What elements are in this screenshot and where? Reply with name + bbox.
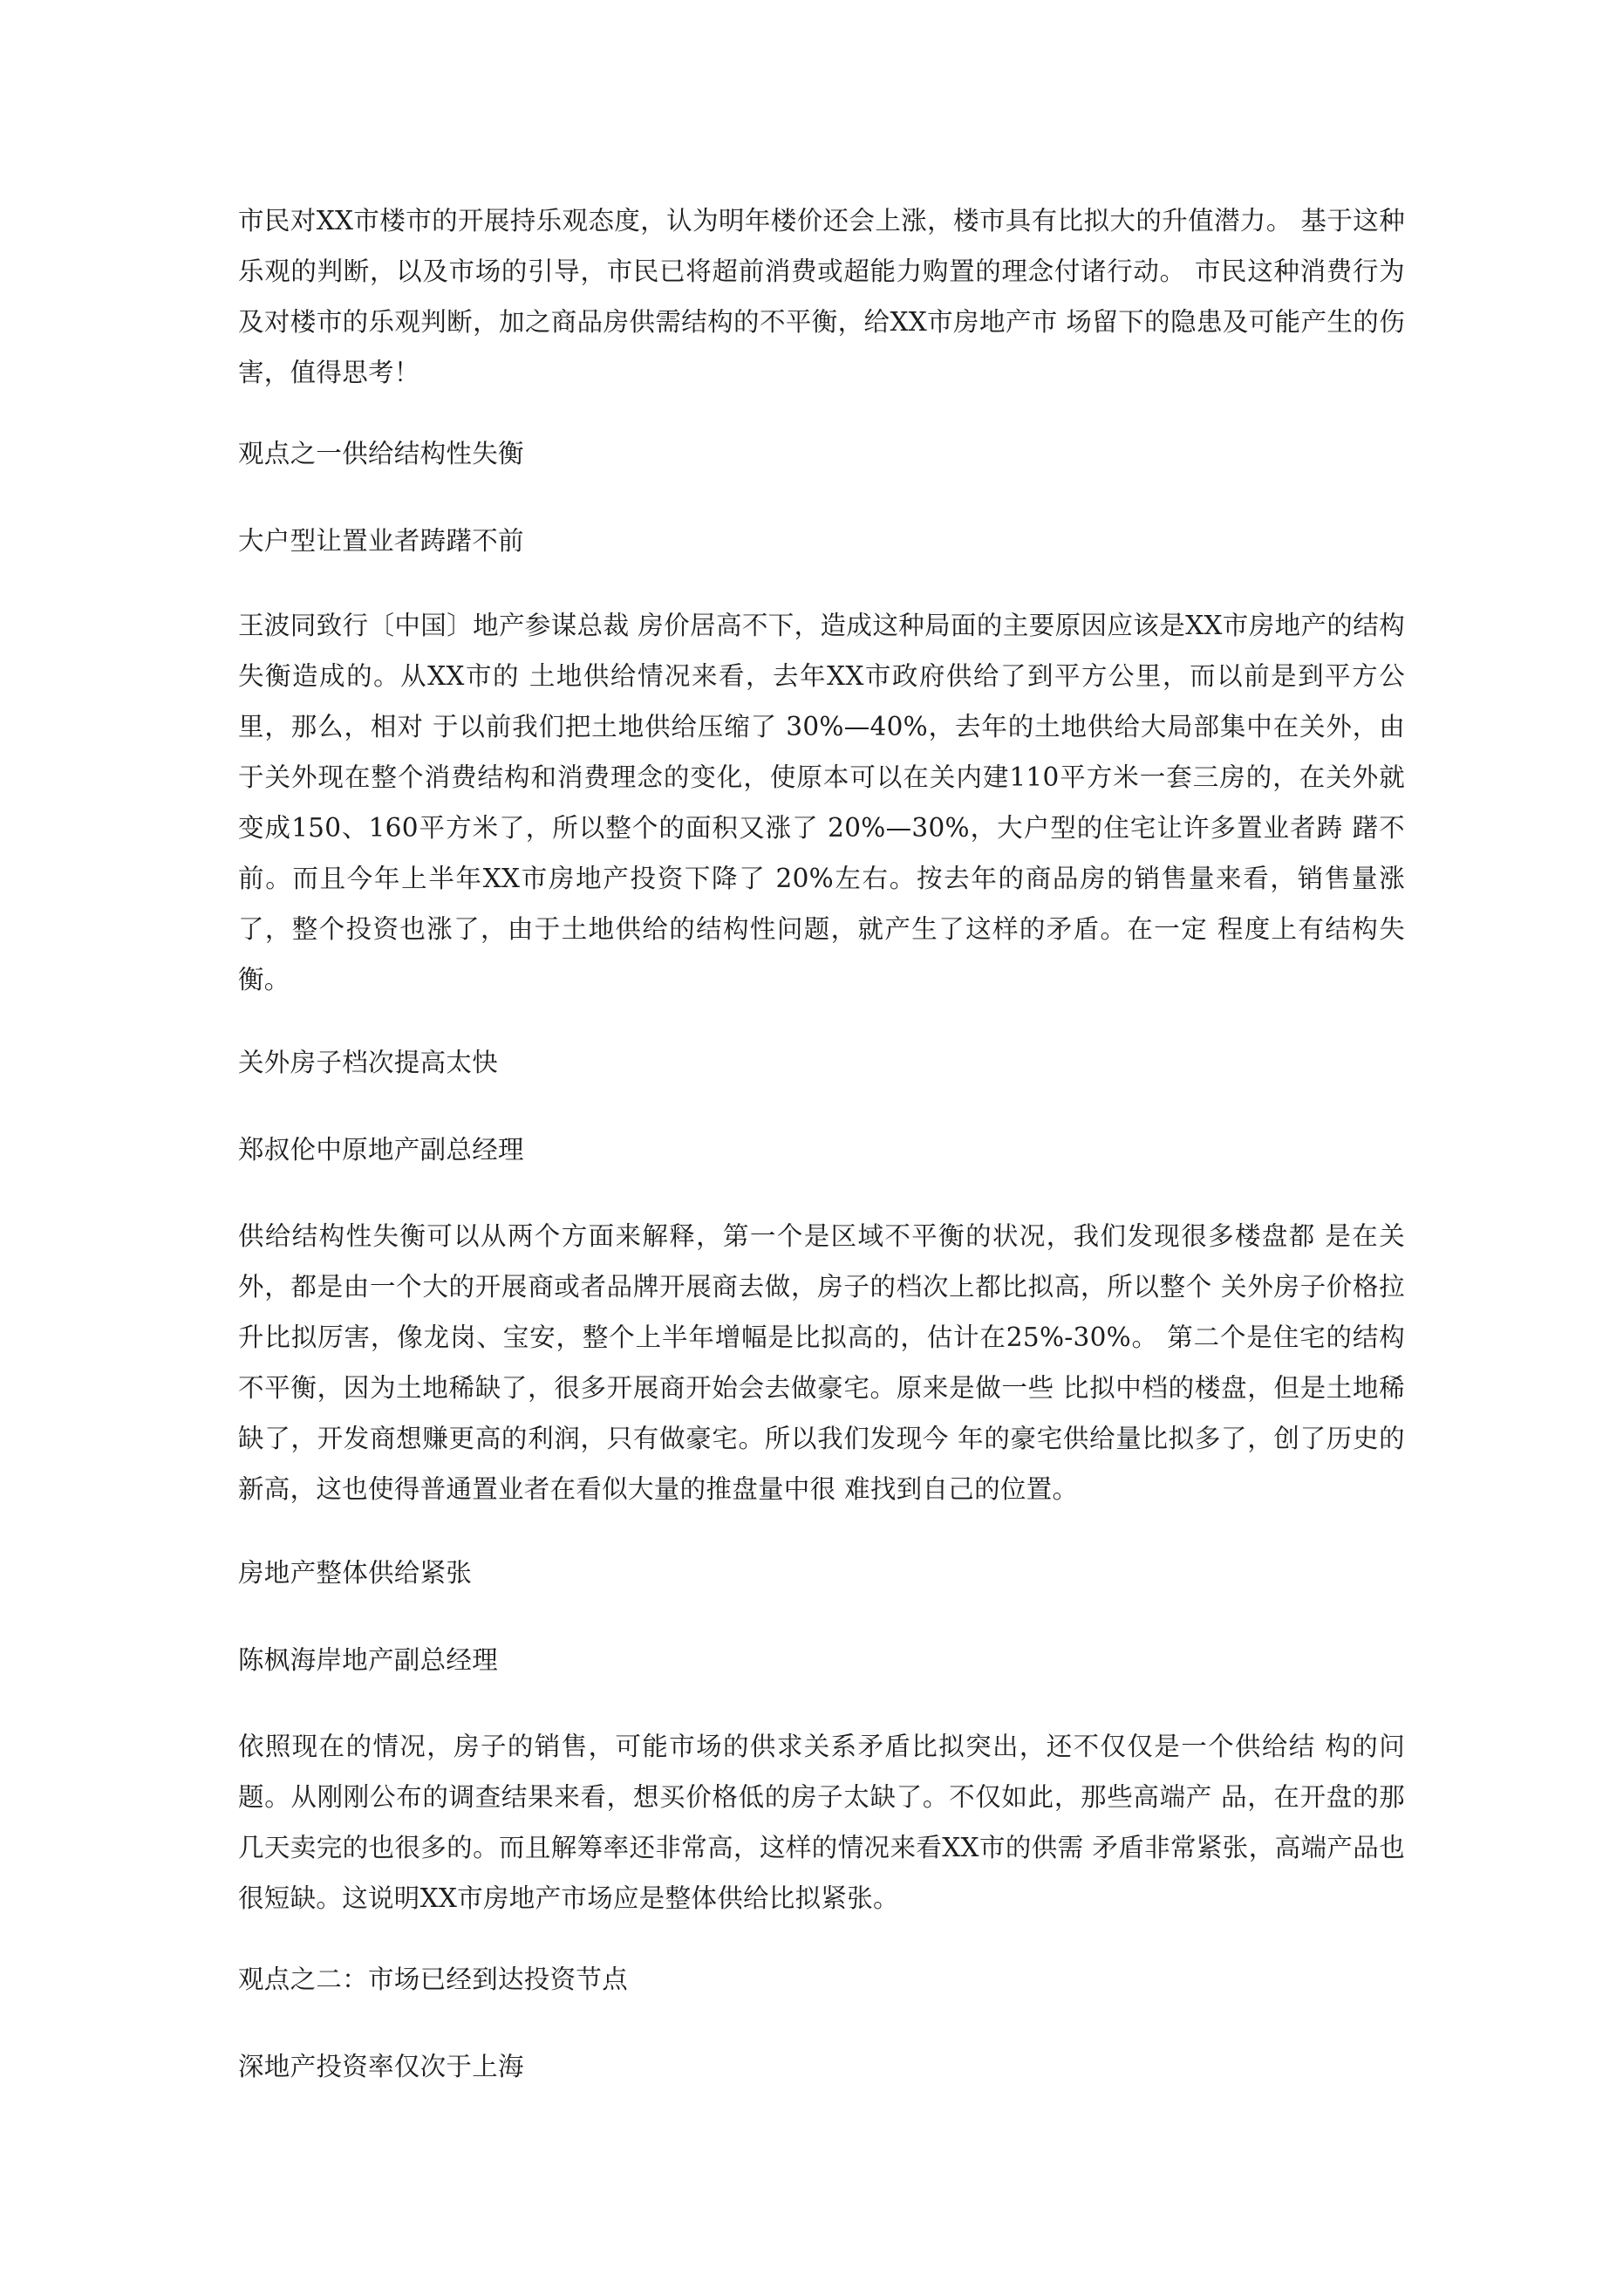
viewpoint-two-heading: 观点之二：市场已经到达投资节点: [238, 1965, 629, 1994]
zheng-shulun-attribution: 郑叔伦中原地产副总经理: [238, 1135, 524, 1165]
large-unit-subheading: 大户型让置业者踌躇不前: [238, 526, 524, 556]
suburb-grade-subheading: 关外房子档次提高太快: [238, 1048, 499, 1077]
investment-rate-subheading: 深地产投资率仅次于上海: [238, 2052, 524, 2081]
overall-supply-subheading: 房地产整体供给紧张: [238, 1558, 473, 1588]
intro-paragraph: 市民对XX市楼市的开展持乐观态度，认为明年楼价还会上涨，楼市具有比拟大的升值潜力。 基于这种乐观的判断，以及市场的引导，市民已将超前消费或超能力购置的理念付诸行动。 市民这种消费行为及对楼市的乐观判断，加之商品房供需结构的不平衡，给XX市房地产市 场留下的隐患及可能产生的伤害，值得思考！: [238, 206, 1405, 387]
viewpoint-one-heading: 观点之一供给结构性失衡: [238, 439, 524, 468]
chen-feng-paragraph: 依照现在的情况，房子的销售，可能市场的供求关系矛盾比拟突出，还不仅仅是一个供给结 构的问题。从刚刚公布的调查结果来看，想买价格低的房子太缺了。不仅如此，那些高端产 品，在开盘的那几天卖完的也很多的。而且解筹率还非常高，这样的情况来看XX市的供需 矛盾非常紧张，高端产品也很短缺。这说明XX市房地产市场应是整体供给比拟紧张。: [238, 1732, 1405, 1913]
chen-feng-attribution: 陈枫海岸地产副总经理: [238, 1645, 499, 1675]
zheng-shulun-paragraph: 供给结构性失衡可以从两个方面来解释，第一个是区域不平衡的状况，我们发现很多楼盘都 是在关外，都是由一个大的开展商或者品牌开展商去做，房子的档次上都比拟高，所以整个 关外房子价格拉升比拟厉害，像龙岗、宝安，整个上半年增幅是比拟高的，估计在25%-30%。 第二个是住宅的结构不平衡，因为土地稀缺了，很多开展商开始会去做豪宅。原来是做一些 比拟中档的楼盘，但是土地稀缺了，开发商想赚更高的利润，只有做豪宅。所以我们发现今 年的豪宅供给量比拟多了，创了历史的新高，这也使得普通置业者在看似大量的推盘量中很 难找到自己的位置。: [238, 1221, 1405, 1504]
wang-bo-paragraph: 王波同致行〔中国〕地产参谋总裁 房价居高不下，造成这种局面的主要原因应该是XX市房地产的结构失衡造成的。从XX市的 土地供给情况来看，去年XX市政府供给了到平方公里，而以前是到平方公里，那么，相对 于以前我们把土地供给压缩了 30%—40%，去年的土地供给大局部集中在关外，由于关外现在整个消费结构和消费理念的变化，使原本可以在关内建110平方米一套三房的，在关外就 变成150、160平方米了，所以整个的面积又涨了 20%—30%，大户型的住宅让许多置业者踌 躇不前。而且今年上半年XX市房地产投资下降了 20%左右。按去年的商品房的销售量来看，销售量涨了，整个投资也涨了，由于土地供给的结构性问题，就产生了这样的矛盾。在一定 程度上有结构失衡。: [238, 611, 1405, 994]
